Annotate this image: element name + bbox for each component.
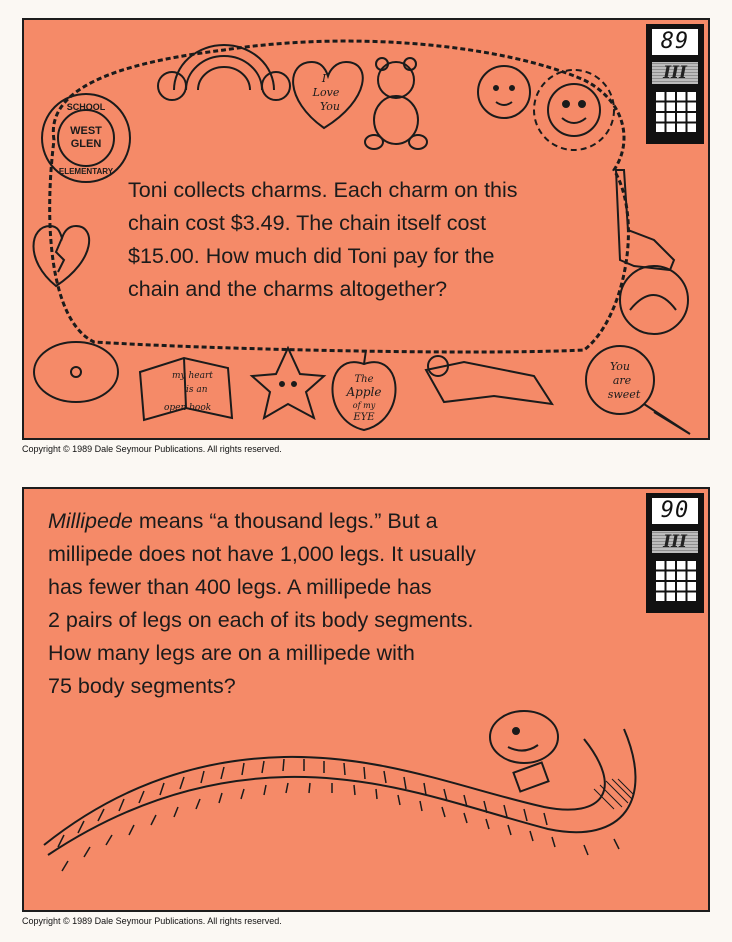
school-charm-west-text: WEST (70, 125, 102, 137)
leaping-cat-charm (426, 356, 552, 404)
card-badge (646, 24, 704, 144)
problem-line: chain cost $3.49. The chain itself cost (128, 211, 487, 235)
apple-charm-line3: of my (352, 401, 376, 410)
copyright-notice: Copyright © 1989 Dale Seymour Publications. All rights reserved. (22, 916, 282, 926)
book-charm-line2: is an (186, 385, 208, 395)
apple-charm-line4: EYE (353, 412, 375, 423)
copyright-notice: Copyright © 1989 Dale Seymour Publications. All rights reserved. (22, 444, 282, 454)
cone-charm-line1: You (609, 360, 631, 373)
problem-text-89 (128, 174, 568, 306)
book-charm-line1: my heart (172, 371, 213, 381)
heart-charm-line2: Love (312, 86, 340, 99)
school-charm-bottom-text: ELEMENTARY (58, 167, 114, 176)
school-charm-top-text: SCHOOL (66, 102, 106, 112)
problem-line: $15.00. How much did Toni pay for the (128, 244, 495, 268)
apple-charm-line2: Apple (346, 385, 382, 399)
problem-line: Toni collects charms. Each charm on this (128, 178, 518, 202)
problem-card-90 (22, 487, 710, 912)
problem-line: How many legs are on a millipede with (48, 641, 415, 665)
cat-charm (620, 266, 688, 334)
card-level: III (652, 531, 698, 553)
card-badge (646, 493, 704, 613)
apple-charm-line1: The (354, 374, 374, 385)
broken-heart-charm (34, 226, 90, 286)
cone-charm-line2: are (612, 374, 632, 387)
heart-charm-line3: You (319, 100, 341, 113)
book-charm-line3: open book (164, 403, 212, 413)
cone-charm-line3: sweet (607, 388, 641, 401)
problem-line: 2 pairs of legs on each of its body segments. (48, 608, 474, 632)
heart-charm-line1: I (321, 72, 327, 85)
sun-charm (534, 70, 614, 150)
baby-face-charm (478, 66, 530, 118)
school-charm-glen-text: GLEN (70, 138, 102, 150)
calculator-keypad-icon (654, 92, 696, 134)
problem-line: 75 body segments? (48, 674, 236, 698)
problem-line: chain and the charms altogether? (128, 277, 448, 301)
fish-charm (34, 342, 118, 402)
problem-line: millipede does not have 1,000 legs. It usually (48, 542, 476, 566)
teddy-bear-charm (365, 58, 427, 149)
problem-line: has fewer than 400 legs. A millipede has (48, 575, 432, 599)
card-number: 90 (652, 498, 698, 524)
rainbow-charm (158, 45, 290, 100)
star-charm (252, 348, 324, 418)
card-level: III (652, 62, 698, 84)
emphasized-word: Millipede (48, 509, 133, 533)
card-number: 89 (652, 29, 698, 55)
giraffe-charm (616, 170, 674, 270)
problem-line-rest: means “a thousand legs.” But a (132, 509, 438, 533)
millipede-illustration (24, 489, 708, 910)
calculator-keypad-icon (654, 561, 696, 603)
problem-card-89 (22, 18, 710, 440)
